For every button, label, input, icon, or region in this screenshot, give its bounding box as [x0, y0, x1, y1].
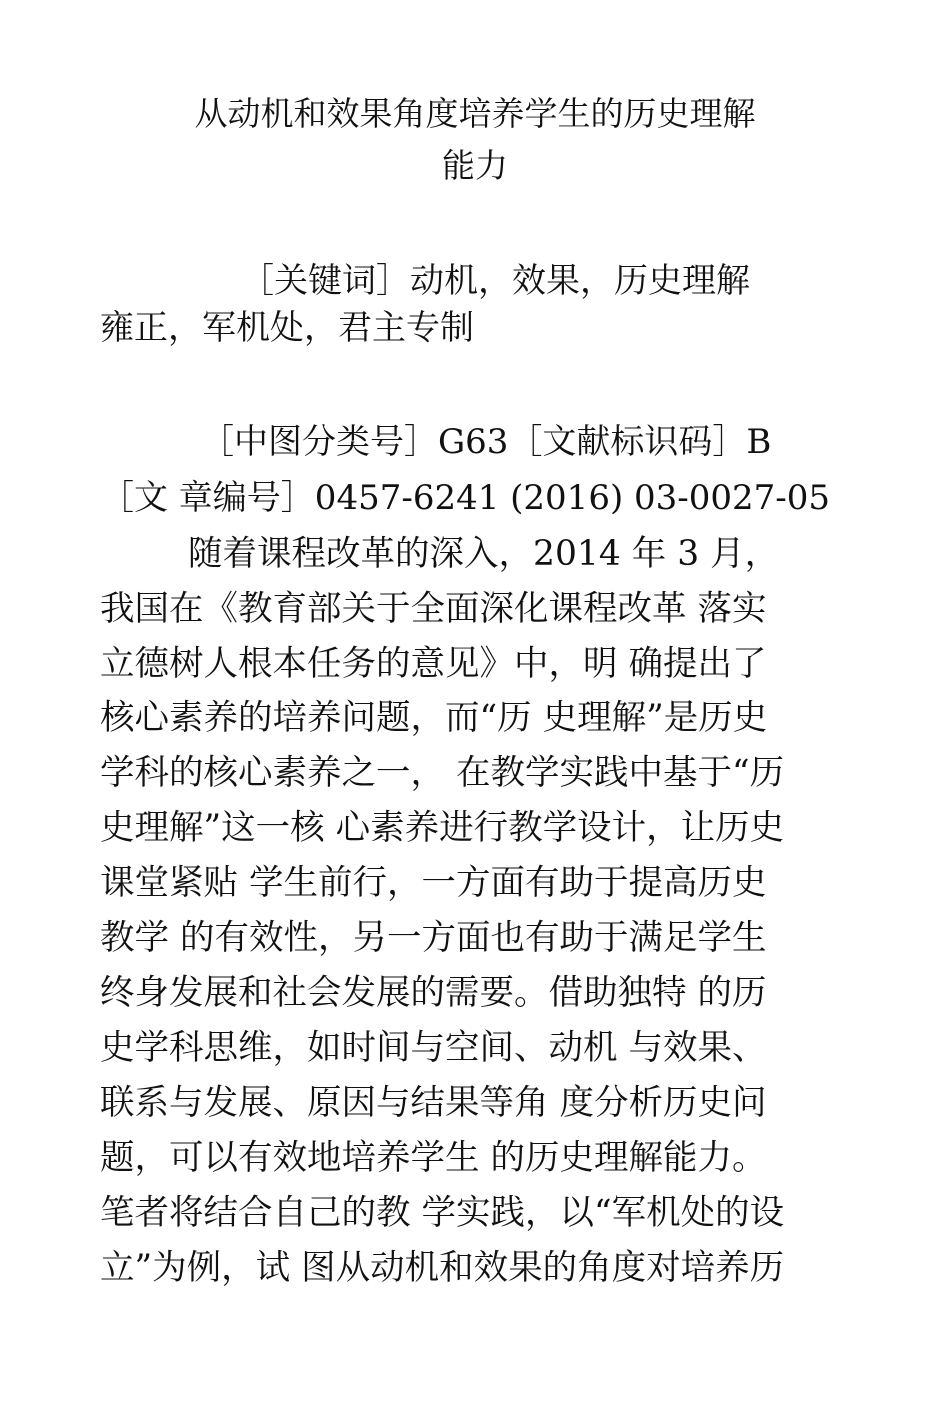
body-text-line: 随着课程改革的深入，2014 年 3 月， — [188, 534, 780, 574]
body-text-line: 立”为例，试 图从动机和效果的角度对培养历 — [100, 1248, 785, 1288]
body-text-line: 史理解”这一核 心素养进行教学设计，让历史 — [100, 808, 785, 848]
document-title-line-1: 从动机和效果角度培养学生的历史理解 — [194, 94, 756, 133]
keywords-line-2: 雍正，军机处，君主专制 — [100, 308, 474, 348]
document-title-line-2: 能力 — [442, 146, 508, 185]
body-text-line: 题，可以有效地培养学生 的历史理解能力。 — [100, 1138, 767, 1178]
keywords-line-1: ［关键词］动机，效果，历史理解 — [240, 261, 750, 301]
body-text-line: 联系与发展、原因与结果等角 度分析历史问 — [100, 1083, 767, 1123]
body-text-line: 史学科思维，如时间与空间、动机 与效果、 — [100, 1028, 767, 1068]
body-text-line: 课堂紧贴 学生前行，一方面有助于提高历史 — [100, 863, 767, 903]
body-text-line: 学科的核心素养之一， 在教学实践中基于“历 — [100, 753, 785, 793]
classification-line-1: ［中图分类号］G63［文献标识码］B — [200, 422, 772, 462]
body-text-line: 立德树人根本任务的意见》中，明 确提出了 — [100, 644, 767, 684]
body-text-line: 教学 的有效性，另一方面也有助于满足学生 — [100, 918, 767, 958]
body-text-line: 笔者将结合自己的教 学实践，以“军机处的设 — [100, 1193, 785, 1233]
body-text-line: 我国在《教育部关于全面深化课程改革 落实 — [100, 589, 767, 629]
classification-line-2: ［文 章编号］0457-6241 (2016) 03-0027-05 — [100, 478, 831, 518]
body-text-line: 终身发展和社会发展的需要。借助独特 的历 — [100, 973, 767, 1013]
body-text-line: 核心素养的培养问题，而“历 史理解”是历史 — [100, 698, 768, 738]
